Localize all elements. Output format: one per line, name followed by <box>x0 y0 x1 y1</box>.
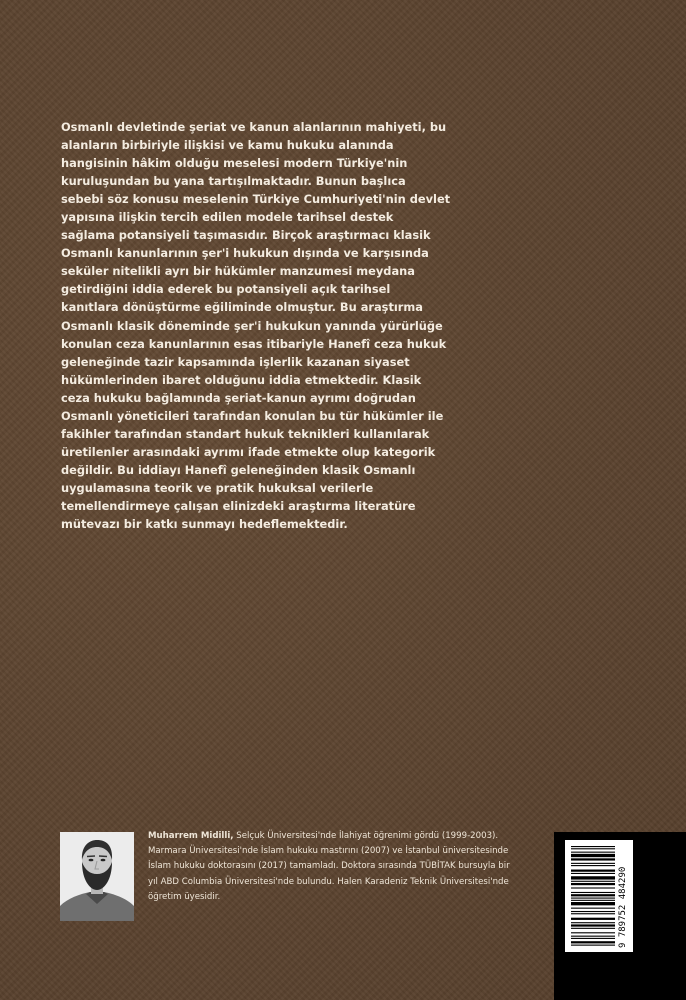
barcode-bar <box>571 924 615 926</box>
barcode-bar <box>571 911 615 912</box>
barcode-bar <box>571 928 615 929</box>
barcode-bar <box>571 918 615 920</box>
barcode-bar <box>571 870 615 872</box>
barcode-bar <box>571 894 615 896</box>
barcode-bar <box>571 932 615 933</box>
barcode-bar <box>571 902 615 905</box>
author-photo <box>60 832 134 921</box>
barcode-bar <box>571 876 615 879</box>
barcode-bar <box>571 898 615 899</box>
barcode-bar <box>571 873 615 874</box>
barcode-bar <box>571 936 615 937</box>
barcode-bar <box>571 941 615 943</box>
author-bio <box>148 829 520 905</box>
barcode-bar <box>571 938 615 939</box>
isbn-barcode <box>565 840 633 952</box>
barcode-bar <box>571 863 615 864</box>
barcode-bar <box>571 865 615 866</box>
author-bio-text: Selçuk Üniversitesi'nde İlahiyat öğrenimi gördü (1999-2003). Marmara Üniversitesi'nde İslam hukuku mastırını (2007) ve İstanbul üniversitesinde İslam hukuku doktorasını (2017) tamamladı. Doktora sırasında TÜBİTAK bursuyla bir yıl ABD Columbia Üniversitesi'nde bulundu. Halen Karadeniz Teknik Üniversitesi'nde öğretim üyesidir. <box>148 831 510 902</box>
barcode-bar <box>571 887 615 888</box>
barcode-bar <box>571 852 615 853</box>
barcode-bar <box>571 913 615 914</box>
barcode-bar <box>571 892 615 893</box>
barcode-bar <box>571 858 615 860</box>
barcode-bar <box>571 846 615 847</box>
barcode-bar <box>571 881 615 882</box>
barcode-bars <box>571 846 615 946</box>
back-cover-blurb: Osmanlı devletinde şeriat ve kanun alanlarının mahiyeti, bu alanların birbiriyle ilişkisi ve kamu hukuku alanında hangisinin hâkim olduğu meselesi modern Türkiye'nin kuruluşundan bu yana tartışılmaktadır. Bunun başlıca sebebi söz konusu meselenin Türkiye Cumhuriyeti'nin devlet yapısına ilişkin tercih edilen modele tarihsel destek sağlama potansiyeli taşımasıdır. Birçok araştırmacı klasik Osmanlı kanunlarının şer'i hukukun dışında ve karşısında seküler nitelikli ayrı bir hükümler manzumesi meydana getirdiğini iddia ederek bu potansiyeli açık tarihsel kanıtlara dönüştürme eğiliminde olmuştur. Bu araştırma Osmanlı klasik döneminde şer'i hukukun yanında yürürlüğe konulan ceza kanunlarının esas itibariyle Hanefî ceza hukuk geleneğinde tazir kapsamında işlerlik kazanan siyaset hükümlerinden ibaret olduğunu iddia etmektedir. Klasik ceza hukuku bağlamında şeriat-kanun ayrımı doğrudan Osmanlı yöneticileri tarafından konulan bu tür hükümler ile fakihler tarafından standart hukuk teknikleri kullanılarak üretilenler arasındaki ayrımı ifade etmekte olup kategorik değildir. Bu iddiayı Hanefî geleneğinden klasik Osmanlı uygulamasına teorik ve pratik hukuksal verilerle temellendirmeye çalışan elinizdeki araştırma literatüre mütevazı bir katkı sunmayı hedeflemektedir. <box>61 120 451 532</box>
author-name: Muharrem Midilli, <box>148 831 234 841</box>
barcode-bar <box>571 883 615 885</box>
isbn-digits: 9 789752 484290 <box>618 866 628 948</box>
barcode-bar <box>571 945 615 946</box>
barcode-bar <box>571 854 615 857</box>
barcode-bar <box>571 908 615 909</box>
barcode-bar <box>571 848 615 849</box>
barcode-bar <box>571 922 615 923</box>
barcode-bar <box>571 900 615 901</box>
